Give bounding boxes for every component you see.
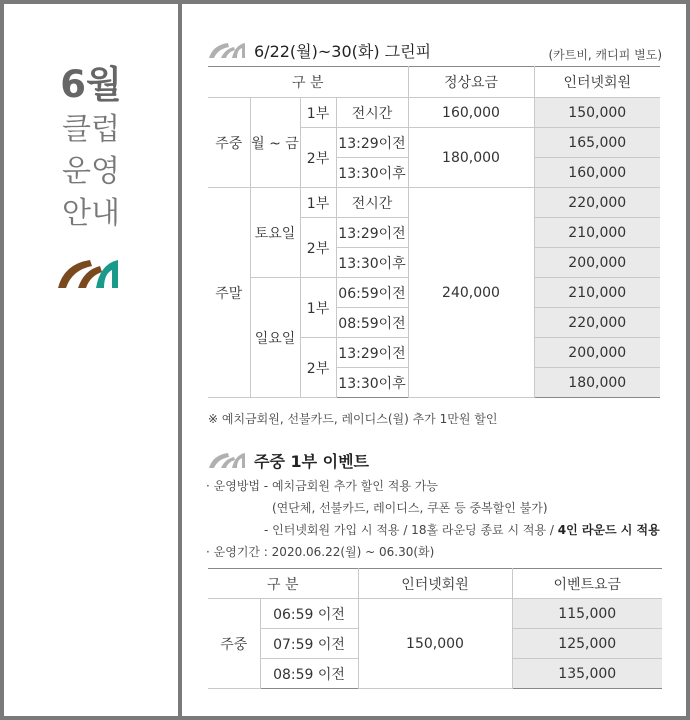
extra-fee-note: (카트비, 캐디피 별도) [548,48,662,62]
saturday-part2-time-b: 13:30이후 [336,248,408,278]
internet-note-text: - 인터넷회원 가입 시 적용 / 18홀 라운딩 종료 시 적용 / [264,523,558,537]
internet-note-bold: 4인 라운드 시 적용 [557,523,660,537]
weekday-part2-time-b: 13:30이후 [336,158,408,188]
weekday-part2-member-a: 165,000 [534,128,660,158]
saturday-part1-member: 220,000 [534,188,660,218]
header-category: 구 분 [208,67,408,98]
event-price-2: 125,000 [512,629,662,659]
event-method: · 운영방법 - 예치금회원 추가 할인 적용 가능 [206,479,438,493]
title-line-3: 안내 [62,196,120,231]
event-time-3: 08:59 이전 [260,659,358,689]
event-header-category: 구 분 [208,569,358,599]
month-title: 6월 [60,63,122,106]
sunday-part2-member-a: 200,000 [534,338,660,368]
club-logo-icon [56,256,120,290]
event-member-price: 150,000 [358,599,512,689]
weekday-regular-2: 180,000 [408,128,534,188]
event-header-price: 이벤트요금 [512,569,662,599]
weekday-label: 주중 [208,98,250,188]
weekday-days: 월 ~ 금 [250,98,300,188]
left-panel [4,4,178,716]
event-time-1: 06:59 이전 [260,599,358,629]
saturday-part1: 1부 [300,188,336,218]
header-regular: 정상요금 [408,67,534,98]
event-period: · 운영기간 : 2020.06.22(월) ~ 06.30(화) [206,545,435,559]
weekend-label: 주말 [208,188,250,398]
event-price-1: 115,000 [512,599,662,629]
event-internet-note [264,521,660,538]
section2-header [208,448,369,472]
sunday-part2: 2부 [300,338,336,398]
event-table [208,568,662,689]
sunday-part1-member-b: 220,000 [534,308,660,338]
saturday-part1-time: 전시간 [336,188,408,218]
weekday-part1-member: 150,000 [534,98,660,128]
weekday-part2-member-b: 160,000 [534,158,660,188]
header-member: 인터넷회원 [534,67,660,98]
title-line-1: 클럽 [62,112,120,147]
event-method-sub: (연단체, 선불카드, 레이디스, 쿠폰 등 중복할인 불가) [272,501,548,515]
sunday-part1-time-b: 08:59이전 [336,308,408,338]
discount-footnote: ※ 예치금회원, 선불카드, 레이디스(월) 추가 1만원 할인 [208,412,498,426]
event-weekday-label: 주중 [208,599,260,689]
saturday-part2-time-a: 13:29이전 [336,218,408,248]
title-line-2: 운영 [62,154,120,189]
section-mark-icon [208,41,246,59]
vertical-divider [178,4,182,716]
saturday-part2: 2부 [300,218,336,278]
weekday-part1: 1부 [300,98,336,128]
weekday-part2: 2부 [300,128,336,188]
saturday-part2-member-a: 210,000 [534,218,660,248]
saturday-label: 토요일 [250,188,300,278]
weekend-regular: 240,000 [408,188,534,398]
saturday-part2-member-b: 200,000 [534,248,660,278]
event-time-2: 07:59 이전 [260,629,358,659]
sunday-part2-time-b: 13:30이후 [336,368,408,398]
section1-header [208,38,431,62]
sunday-part1-member-a: 210,000 [534,278,660,308]
weekday-part1-time: 전시간 [336,98,408,128]
event-header-member: 인터넷회원 [358,569,512,599]
event-price-3: 135,000 [512,659,662,689]
section1-title: 6/22(월)~30(화) 그린피 [254,41,432,61]
sunday-part2-time-a: 13:29이전 [336,338,408,368]
greenfee-table [208,66,660,398]
sunday-part1: 1부 [300,278,336,338]
section-mark-icon [208,451,246,469]
sunday-part2-member-b: 180,000 [534,368,660,398]
weekday-regular-1: 160,000 [408,98,534,128]
sunday-label: 일요일 [250,278,300,398]
section2-title: 주중 1부 이벤트 [254,451,370,471]
sunday-part1-time-a: 06:59이전 [336,278,408,308]
weekday-part2-time-a: 13:29이전 [336,128,408,158]
